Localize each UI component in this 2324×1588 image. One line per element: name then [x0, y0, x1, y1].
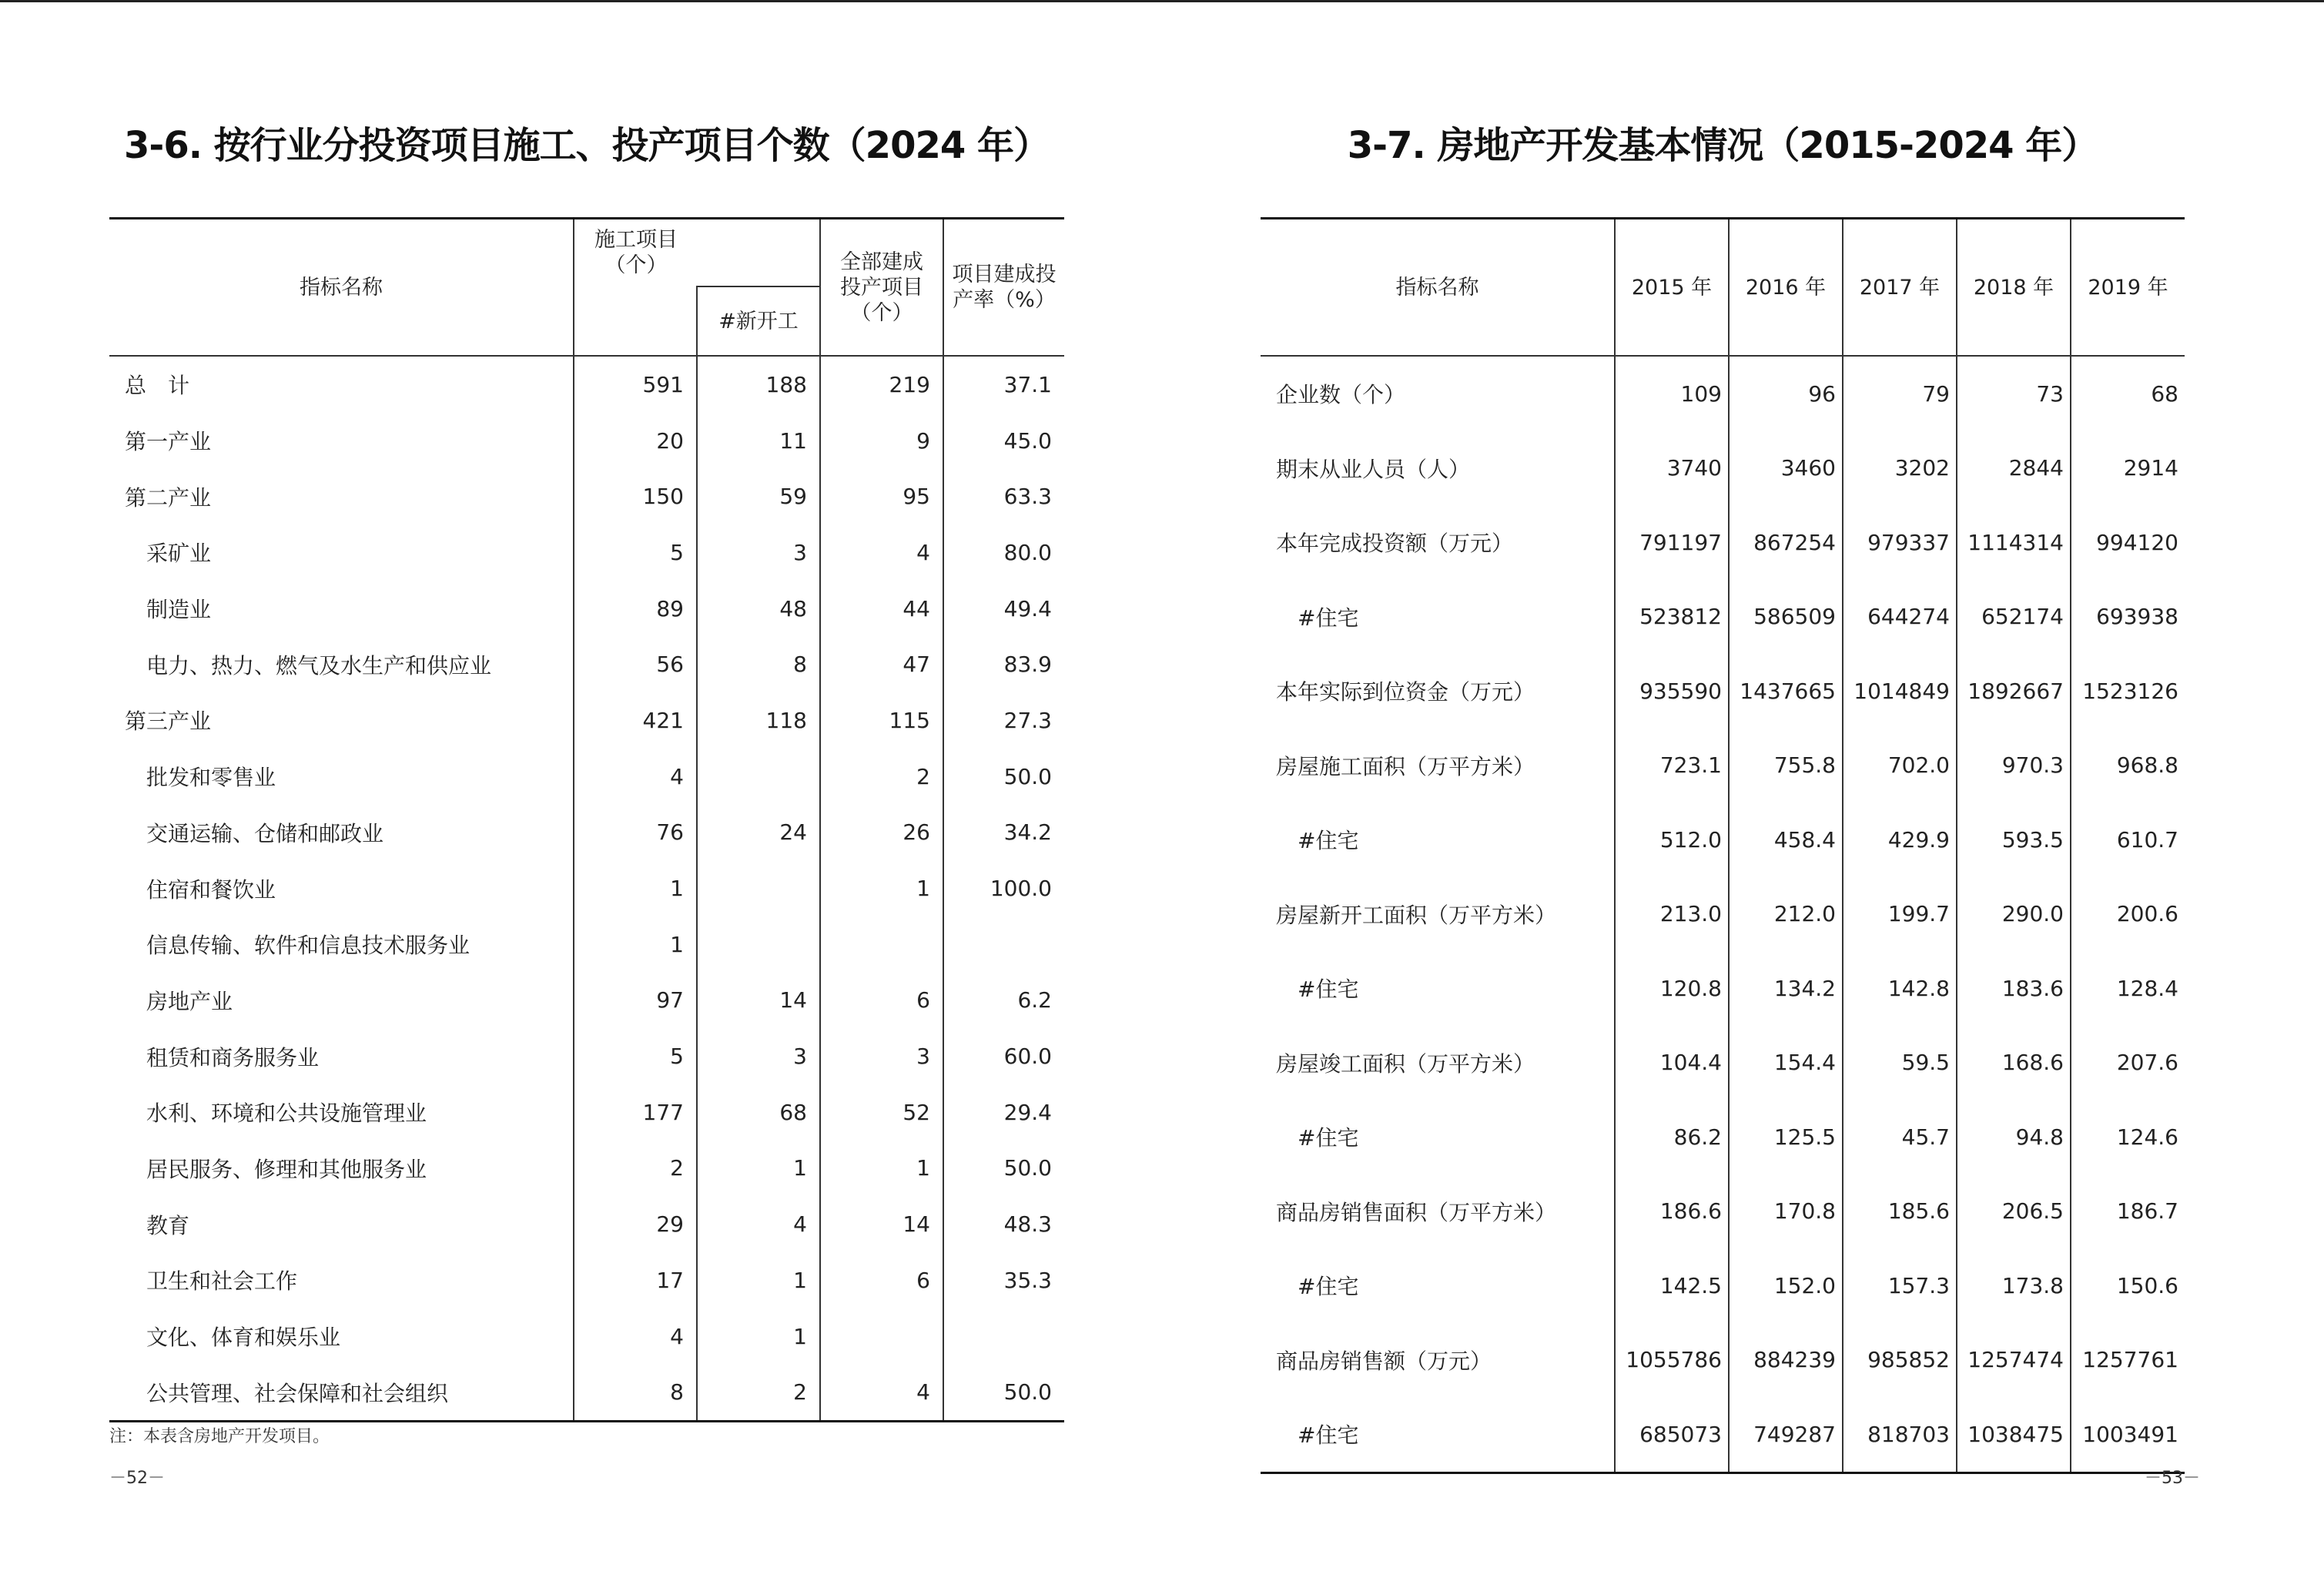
cell-value: 593.5 — [1957, 802, 2071, 877]
cell-value: 128.4 — [2071, 951, 2185, 1026]
table-row — [109, 356, 1064, 413]
cell-value: 34.2 — [943, 805, 1064, 861]
cell-value — [943, 1308, 1064, 1365]
table-row — [1261, 580, 2185, 655]
cell-value: 199.7 — [1843, 877, 1957, 952]
cell-value: 935590 — [1615, 654, 1729, 729]
industry-projects-table — [109, 217, 1064, 1422]
cell-value: 6 — [820, 1252, 943, 1308]
cell-value: 3202 — [1843, 431, 1957, 506]
table-row — [109, 1252, 1064, 1308]
table-row — [1261, 877, 2185, 952]
row-label: 房屋施工面积（万平方米） — [1276, 753, 1535, 779]
cell-value: 3 — [820, 1028, 943, 1084]
row-label: 批发和零售业 — [146, 765, 276, 791]
row-label: 第二产业 — [125, 484, 212, 511]
cell-value: 6 — [820, 973, 943, 1029]
row-label: 住宿和餐饮业 — [146, 876, 276, 903]
cell-value: 60.0 — [943, 1028, 1064, 1084]
cell-value: 610.7 — [2071, 802, 2185, 877]
cell-value: 63.3 — [943, 468, 1064, 524]
cell-value — [820, 1308, 943, 1365]
cell-value: 1038475 — [1957, 1397, 2071, 1472]
header-construction-label: 施工项目（个） — [594, 228, 678, 277]
cell-value: 4 — [697, 1196, 820, 1252]
cell-value: 100.0 — [943, 860, 1064, 916]
top-border — [0, 0, 2324, 2]
row-label: #住宅 — [1298, 828, 1359, 854]
cell-value: 290.0 — [1957, 877, 2071, 952]
cell-value: 429.9 — [1843, 802, 1957, 877]
row-label: #住宅 — [1298, 605, 1359, 631]
row-label: #住宅 — [1298, 1422, 1359, 1449]
table-row — [109, 860, 1064, 916]
cell-value: 186.7 — [2071, 1174, 2185, 1249]
row-label: 企业数（个） — [1276, 382, 1406, 408]
cell-value: 3460 — [1729, 431, 1843, 506]
cell-value: 2844 — [1957, 431, 2071, 506]
cell-value: 35.3 — [943, 1252, 1064, 1308]
row-label: 信息传输、软件和信息技术服务业 — [146, 933, 470, 959]
cell-value: 17 — [574, 1252, 697, 1308]
cell-value: 985852 — [1843, 1323, 1957, 1398]
row-label: 本年完成投资额（万元） — [1276, 531, 1514, 557]
cell-value: 118 — [697, 692, 820, 749]
table-row — [1261, 802, 2185, 877]
row-label: 期末从业人员（人） — [1276, 456, 1471, 482]
cell-value: 693938 — [2071, 580, 2185, 655]
header-year: 2015 年 — [1615, 219, 1729, 357]
cell-value: 1257474 — [1957, 1323, 2071, 1398]
cell-value: 45.7 — [1843, 1100, 1957, 1174]
cell-value: 26 — [820, 805, 943, 861]
cell-value: 186.6 — [1615, 1174, 1729, 1249]
cell-value: 644274 — [1843, 580, 1957, 655]
row-label: #住宅 — [1298, 1125, 1359, 1151]
header-construction — [574, 219, 820, 287]
cell-value — [697, 749, 820, 805]
cell-value: 2 — [697, 1364, 820, 1421]
cell-value: 884239 — [1729, 1323, 1843, 1398]
cell-value: 94.8 — [1957, 1100, 2071, 1174]
cell-value: 458.4 — [1729, 802, 1843, 877]
header-construction-spacer — [574, 286, 697, 356]
cell-value: 20 — [574, 413, 697, 469]
cell-value — [697, 860, 820, 916]
table-note: 注：本表含房地产开发项目。 — [109, 1427, 330, 1446]
row-label: 居民服务、修理和其他服务业 — [146, 1156, 427, 1182]
cell-value: 755.8 — [1729, 729, 1843, 803]
row-label: 公共管理、社会保障和社会组织 — [146, 1380, 449, 1406]
cell-value: 2914 — [2071, 431, 2185, 506]
cell-value: 150.6 — [2071, 1248, 2185, 1323]
row-label: 房地产业 — [146, 988, 233, 1014]
cell-value: 89 — [574, 581, 697, 637]
table-row — [109, 1028, 1064, 1084]
row-label: 第三产业 — [125, 709, 212, 735]
cell-value: 4 — [574, 1308, 697, 1365]
cell-value: 56 — [574, 636, 697, 692]
cell-value — [820, 916, 943, 973]
cell-value: 124.6 — [2071, 1100, 2185, 1174]
table-row — [109, 524, 1064, 581]
header-name: 指标名称 — [300, 275, 383, 300]
cell-value: 206.5 — [1957, 1174, 2071, 1249]
row-label: 水利、环境和公共设施管理业 — [146, 1101, 427, 1127]
cell-value: 213.0 — [1615, 877, 1729, 952]
cell-value: 421 — [574, 692, 697, 749]
cell-value: 104.4 — [1615, 1026, 1729, 1101]
cell-value — [697, 916, 820, 973]
cell-value: 68 — [697, 1084, 820, 1141]
cell-value: 1014849 — [1843, 654, 1957, 729]
cell-value: 1 — [574, 860, 697, 916]
cell-value: 586509 — [1729, 580, 1843, 655]
cell-value: 6.2 — [943, 973, 1064, 1029]
cell-value: 979337 — [1843, 505, 1957, 580]
table-row — [109, 636, 1064, 692]
cell-value: 154.4 — [1729, 1026, 1843, 1101]
row-label: 第一产业 — [125, 429, 212, 455]
cell-value: 219 — [820, 356, 943, 413]
cell-value: 49.4 — [943, 581, 1064, 637]
cell-value: 702.0 — [1843, 729, 1957, 803]
cell-value: 83.9 — [943, 636, 1064, 692]
table-row — [109, 916, 1064, 973]
cell-value: 685073 — [1615, 1397, 1729, 1472]
cell-value: 173.8 — [1957, 1248, 2071, 1323]
header-rate: 项目建成投产率（%） — [943, 219, 1064, 357]
cell-value: 970.3 — [1957, 729, 2071, 803]
cell-value: 818703 — [1843, 1397, 1957, 1472]
table-row — [1261, 1026, 2185, 1101]
cell-value: 24 — [697, 805, 820, 861]
cell-value: 9 — [820, 413, 943, 469]
cell-value: 994120 — [2071, 505, 2185, 580]
cell-value: 115 — [820, 692, 943, 749]
cell-value: 168.6 — [1957, 1026, 2071, 1101]
cell-value: 97 — [574, 973, 697, 1029]
cell-value: 177 — [574, 1084, 697, 1141]
row-label: 制造业 — [146, 597, 212, 623]
cell-value: 14 — [820, 1196, 943, 1252]
page-number: －52－ — [109, 1469, 165, 1488]
cell-value: 109 — [1615, 356, 1729, 431]
table-row — [109, 1308, 1064, 1365]
cell-value: 8 — [574, 1364, 697, 1421]
table-row — [1261, 1174, 2185, 1249]
cell-value: 170.8 — [1729, 1174, 1843, 1249]
cell-value: 3 — [697, 1028, 820, 1084]
cell-value: 1892667 — [1957, 654, 2071, 729]
cell-value: 4 — [820, 1364, 943, 1421]
cell-value: 59.5 — [1843, 1026, 1957, 1101]
header-completed: 全部建成投产项目（个） — [820, 219, 943, 357]
header-year: 2019 年 — [2071, 219, 2185, 357]
cell-value: 14 — [697, 973, 820, 1029]
row-label: 房屋竣工面积（万平方米） — [1276, 1050, 1535, 1077]
cell-value: 749287 — [1729, 1397, 1843, 1472]
cell-value: 45.0 — [943, 413, 1064, 469]
header-year: 2017 年 — [1843, 219, 1957, 357]
cell-value: 50.0 — [943, 1141, 1064, 1197]
table-row — [1261, 505, 2185, 580]
cell-value: 1 — [697, 1141, 820, 1197]
cell-value: 4 — [820, 524, 943, 581]
table-row — [1261, 729, 2185, 803]
cell-value: 4 — [574, 749, 697, 805]
cell-value: 867254 — [1729, 505, 1843, 580]
header-year: 2016 年 — [1729, 219, 1843, 357]
cell-value: 76 — [574, 805, 697, 861]
cell-value: 512.0 — [1615, 802, 1729, 877]
cell-value: 47 — [820, 636, 943, 692]
cell-value: 125.5 — [1729, 1100, 1843, 1174]
row-label: 本年实际到位资金（万元） — [1276, 679, 1535, 705]
page-title: 3-6. 按行业分投资项目施工、投产项目个数（2024 年） — [124, 124, 1050, 167]
row-label: 商品房销售额（万元） — [1276, 1348, 1492, 1374]
table-row — [109, 1141, 1064, 1197]
cell-value: 200.6 — [2071, 877, 2185, 952]
real-estate-table — [1261, 217, 2185, 1474]
cell-value: 2 — [820, 749, 943, 805]
cell-value: 188 — [697, 356, 820, 413]
table-row — [109, 805, 1064, 861]
row-label: 租赁和商务服务业 — [146, 1044, 320, 1070]
cell-value: 1055786 — [1615, 1323, 1729, 1398]
table-row — [109, 692, 1064, 749]
row-label: #住宅 — [1298, 977, 1359, 1003]
cell-value: 1437665 — [1729, 654, 1843, 729]
cell-value: 50.0 — [943, 1364, 1064, 1421]
cell-value: 1 — [820, 860, 943, 916]
cell-value: 1523126 — [2071, 654, 2185, 729]
table-row — [109, 1196, 1064, 1252]
cell-value: 1003491 — [2071, 1397, 2185, 1472]
header-year: 2018 年 — [1957, 219, 2071, 357]
cell-value: 73 — [1957, 356, 2071, 431]
cell-value: 1114314 — [1957, 505, 2071, 580]
cell-value: 142.8 — [1843, 951, 1957, 1026]
row-label: 教育 — [146, 1212, 190, 1238]
cell-value: 185.6 — [1843, 1174, 1957, 1249]
cell-value: 591 — [574, 356, 697, 413]
table-row — [109, 468, 1064, 524]
cell-value: 142.5 — [1615, 1248, 1729, 1323]
row-label: 卫生和社会工作 — [146, 1268, 298, 1295]
row-label: 采矿业 — [146, 541, 212, 567]
row-label: 房屋新开工面积（万平方米） — [1276, 902, 1557, 928]
table-row — [1261, 1323, 2185, 1398]
cell-value: 3 — [697, 524, 820, 581]
cell-value: 50.0 — [943, 749, 1064, 805]
cell-value — [943, 916, 1064, 973]
industry-table-body — [109, 356, 1064, 1422]
row-label: 交通运输、仓储和邮政业 — [146, 820, 384, 846]
cell-value: 1 — [697, 1308, 820, 1365]
cell-value: 96 — [1729, 356, 1843, 431]
cell-value: 1 — [820, 1141, 943, 1197]
cell-value: 27.3 — [943, 692, 1064, 749]
row-label: 电力、热力、燃气及水生产和供应业 — [146, 652, 492, 678]
cell-value: 80.0 — [943, 524, 1064, 581]
cell-value: 86.2 — [1615, 1100, 1729, 1174]
cell-value: 37.1 — [943, 356, 1064, 413]
header-new-start: #新开工 — [697, 286, 820, 356]
table-row — [109, 1084, 1064, 1141]
cell-value: 79 — [1843, 356, 1957, 431]
cell-value: 723.1 — [1615, 729, 1729, 803]
table-row — [1261, 1100, 2185, 1174]
cell-value: 968.8 — [2071, 729, 2185, 803]
page-number: －53－ — [2145, 1469, 2200, 1488]
table-row — [109, 413, 1064, 469]
cell-value: 1 — [574, 916, 697, 973]
cell-value: 183.6 — [1957, 951, 2071, 1026]
header-name: 指标名称 — [1395, 275, 1479, 300]
cell-value: 212.0 — [1729, 877, 1843, 952]
real-estate-table-body — [1261, 356, 2185, 1472]
cell-value: 48.3 — [943, 1196, 1064, 1252]
cell-value: 150 — [574, 468, 697, 524]
cell-value: 52 — [820, 1084, 943, 1141]
cell-value: 2 — [574, 1141, 697, 1197]
table-row — [1261, 951, 2185, 1026]
cell-value: 8 — [697, 636, 820, 692]
cell-value: 791197 — [1615, 505, 1729, 580]
row-label: 文化、体育和娱乐业 — [146, 1325, 341, 1351]
cell-value: 68 — [2071, 356, 2185, 431]
cell-value: 134.2 — [1729, 951, 1843, 1026]
cell-value: 5 — [574, 1028, 697, 1084]
cell-value: 523812 — [1615, 580, 1729, 655]
table-row — [1261, 356, 2185, 431]
cell-value: 29 — [574, 1196, 697, 1252]
cell-value: 3740 — [1615, 431, 1729, 506]
table-row — [109, 749, 1064, 805]
cell-value: 152.0 — [1729, 1248, 1843, 1323]
row-label: 总 计 — [125, 373, 190, 399]
table-row — [109, 581, 1064, 637]
row-label: 商品房销售面积（万平方米） — [1276, 1199, 1557, 1225]
cell-value: 120.8 — [1615, 951, 1729, 1026]
cell-value: 157.3 — [1843, 1248, 1957, 1323]
table-row — [109, 973, 1064, 1029]
cell-value: 59 — [697, 468, 820, 524]
cell-value: 11 — [697, 413, 820, 469]
cell-value: 5 — [574, 524, 697, 581]
page-title: 3-7. 房地产开发基本情况（2015-2024 年） — [1347, 124, 2098, 167]
cell-value: 48 — [697, 581, 820, 637]
table-row — [109, 1364, 1064, 1421]
cell-value: 207.6 — [2071, 1026, 2185, 1101]
table-row — [1261, 654, 2185, 729]
table-row — [1261, 1248, 2185, 1323]
table-row — [1261, 1397, 2185, 1472]
cell-value: 95 — [820, 468, 943, 524]
cell-value: 1 — [697, 1252, 820, 1308]
cell-value: 29.4 — [943, 1084, 1064, 1141]
table-row — [1261, 431, 2185, 506]
cell-value: 44 — [820, 581, 943, 637]
row-label: #住宅 — [1298, 1274, 1359, 1300]
cell-value: 652174 — [1957, 580, 2071, 655]
cell-value: 1257761 — [2071, 1323, 2185, 1398]
